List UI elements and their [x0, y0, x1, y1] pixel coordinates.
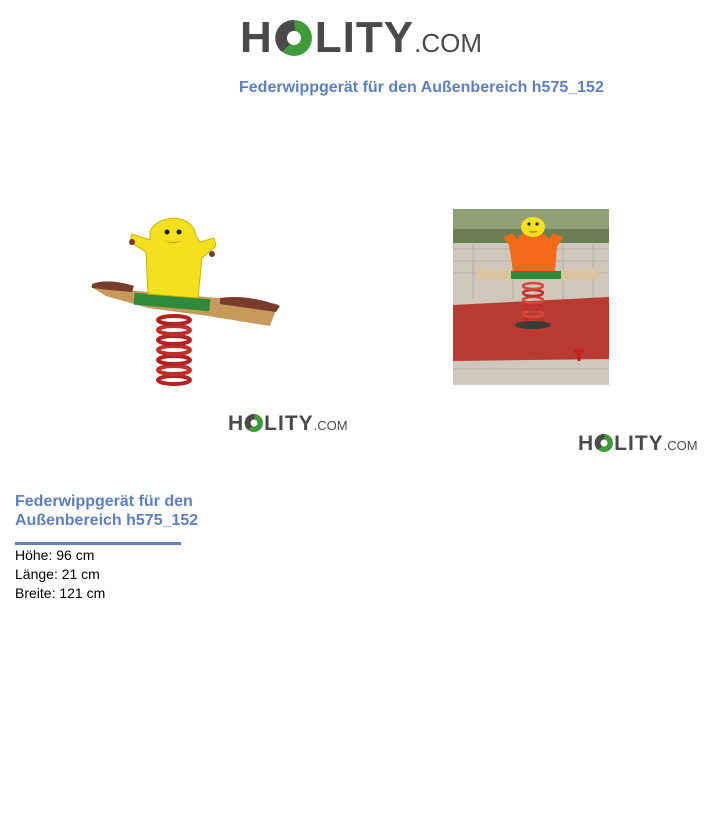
product-title: Federwippgerät für den Außenbereich h575_152	[15, 493, 199, 529]
product-photo-installed-rocker[interactable]	[453, 209, 609, 385]
logo-text-h: H	[578, 432, 595, 455]
holity-logo-watermark	[578, 430, 698, 457]
logo-text-lity: LITY	[614, 432, 664, 455]
logo-text-lity: LITY	[314, 13, 415, 62]
logo-text-h: H	[240, 13, 273, 62]
page-title: Federwippgerät für den Außenbereich h575_152	[239, 79, 604, 96]
logo-text-h: H	[228, 412, 245, 435]
spring-coil	[158, 316, 190, 384]
logo-text-com: .COM	[313, 418, 348, 433]
holity-logo[interactable]	[240, 10, 482, 66]
logo-text-lity: LITY	[264, 412, 314, 435]
spec-height: Höhe: 96 cm	[15, 547, 95, 563]
logo-o-icon	[594, 430, 614, 455]
logo-o-icon	[244, 410, 264, 435]
product-image-duck-rocker[interactable]	[88, 212, 284, 390]
holity-logo-watermark	[228, 410, 348, 437]
spec-width: Breite: 121 cm	[15, 585, 106, 601]
logo-text-com: .COM	[663, 438, 698, 453]
title-underline-divider	[15, 542, 181, 545]
logo-text-com: .COM	[414, 28, 482, 58]
product-specs	[15, 546, 105, 603]
logo-o-icon	[273, 12, 315, 57]
spring-coil	[523, 283, 543, 324]
spec-length: Länge: 21 cm	[15, 566, 100, 582]
